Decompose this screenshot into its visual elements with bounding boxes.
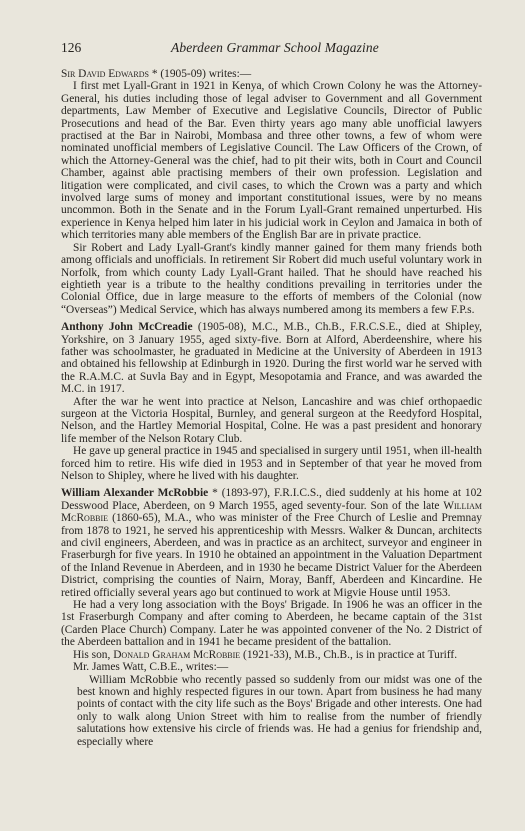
mcrobbie-paragraph-1a: * (1893-97), F.R.I.C.S., died suddenly at his home at 102 Desswood Place, Aberdeen, on 9 March 1955, aged seventy-four. Son of the late: [61, 487, 482, 512]
edwards-byline: [61, 68, 482, 80]
journal-title: Aberdeen Grammar School Magazine: [171, 40, 379, 55]
edwards-byline-name: Sir David Edwards: [61, 68, 149, 80]
mccreadie-paragraph-3: He gave up general practice in 1945 and specialised in surgery until 1951, when ill-health forced him to retire. His wife died in 1953 and in September of that year he moved from Nelson to Shipley, where he lived with his daughter.: [61, 445, 482, 482]
mcrobbie-paragraph-3a: His son,: [73, 648, 114, 661]
article-body: [61, 68, 482, 748]
mccreadie-obituary: [61, 321, 482, 395]
mcrobbie-son-name: Donald Graham McRobbie: [113, 648, 241, 661]
mcrobbie-obituary: [61, 487, 482, 599]
edwards-paragraph-2: Sir Robert and Lady Lyall-Grant's kindly manner gained for them many friends both among officials and unofficials. In retirement Sir Robert did much useful voluntary work in Norfolk, from which county Lady Lyall-Grant hailed. That he should have reached his eightieth year is a tribute to the healthy conditions prevailing in territories under the Colonial Office, due in large measure to the efforts of members of the Colonial (now “Overseas”) Medical Service, which has always numbered among its members a few F.P.s.: [61, 241, 482, 316]
watt-quote-paragraph: William McRobbie who recently passed so suddenly from our midst was one of the best known and highly respected figures in our town. Apart from business he had many points of contact with the city life such as the Boys' Brigade and other interests. One had only to walk along Union Street with him to realise from the number of friendly salutations how extensive his circle of friends was. He had a genius for friendship and, especially where: [77, 673, 482, 748]
watt-byline: Mr. James Watt, C.B.E., writes:—: [73, 661, 229, 674]
mccreadie-paragraph-2: After the war he went into practice at Nelson, Lancashire and was chief orthopaedic surgeon at the Victoria Hospital, Burnley, and general surgeon at the Reedyford Hospital, Nelson, and the Hartley Memorial Hospital, Colne. He was a past president and honorary life member of the Nelson Rotary Club.: [61, 395, 482, 445]
mccreadie-paragraph-1: (1905-08), M.C., M.B., Ch.B., F.R.C.S.E., died at Shipley, Yorkshire, on 3 January 1955, aged sixty-five. Born at Alford, Aberdeenshire, where his father was schoolmaster, he graduated in Medicine at the University of Aberdeen in 1913 and obtained his fellowship at Edinburgh in 1920. During the first world war he served with the R.A.M.C. at Suvla Bay and in Egypt, Mesopotamia and France, and was awarded the M.C. in 1917.: [61, 321, 482, 396]
mcrobbie-paragraph-3: [61, 649, 482, 661]
mcrobbie-paragraph-1b: (1860-65), M.A., who was minister of the Free Church of Leslie and Premnay from 1878 to 1921, he served his apprenticeship with Messrs. Walker & Duncan, architects and civil engineers, Aberdeen, and was in practice as an architect, surveyor and engineer in Fraserburgh for five years. In 1910 he obtained an appointment in the Valuation Department of the Inland Revenue in Aberdeen, and in 1930 he became District Valuer for the Aberdeen District, comprising the counties of Nairn, Moray, Banff, Aberdeen and Kincardine. He retired officially several years ago but continued to work at Migvie House until 1953.: [61, 512, 482, 599]
mccreadie-name: Anthony John McCreadie: [61, 321, 193, 334]
page-number: 126: [61, 40, 82, 55]
edwards-paragraph-1: I first met Lyall-Grant in 1921 in Kenya, of which Crown Colony he was the Attorney-General, his duties including those of legal adviser to Government and all Government departments, Law Member of Executive and Legislative Councils, Director of Public Prosecutions and head of the Bar. Even thirty years ago many able unofficial lawyers practised at the Bar in Nairobi, Mombasa and three other towns, a few of whom were nominated unofficial members of Legislative Council. The Law Officers of the Crown, of which the Attorney-General was the chief, had to pit their wits, both in Court and Council Chamber, against able practising members of their own profession. Legislation and litigation were complicated, and civil cases, to which the Crown was a party and which involved large sums of money and important constitutional issues, were by no means uncommon. Both in the Senate and in the Forum Lyall-Grant remained unperturbed. His experience in Kenya helped him later in his judicial work in Ceylon and Jamaica in both of which territories many able members of the English Bar are in private practice.: [61, 80, 482, 242]
mcrobbie-paragraph-3b: (1921-33), M.B., Ch.B., is in practice at Turiff.: [240, 648, 458, 661]
mcrobbie-paragraph-2: He had a very long association with the Boys' Brigade. In 1906 he was an officer in the 1st Fraserburgh Company and after coming to Aberdeen, he became captain of the 31st (Carden Place Church) Company. Later he was appointed convener of the No. 2 District of the Aberdeen battalion and in 1941 he became president of the battalion.: [61, 599, 482, 649]
watt-quote: [61, 674, 482, 748]
edwards-byline-rest: * (1905-09) writes:—: [148, 68, 252, 80]
running-head: [61, 40, 482, 60]
mcrobbie-name: William Alexander McRobbie: [61, 487, 209, 500]
mcrobbie-father-name: William McRobbie: [61, 499, 482, 525]
